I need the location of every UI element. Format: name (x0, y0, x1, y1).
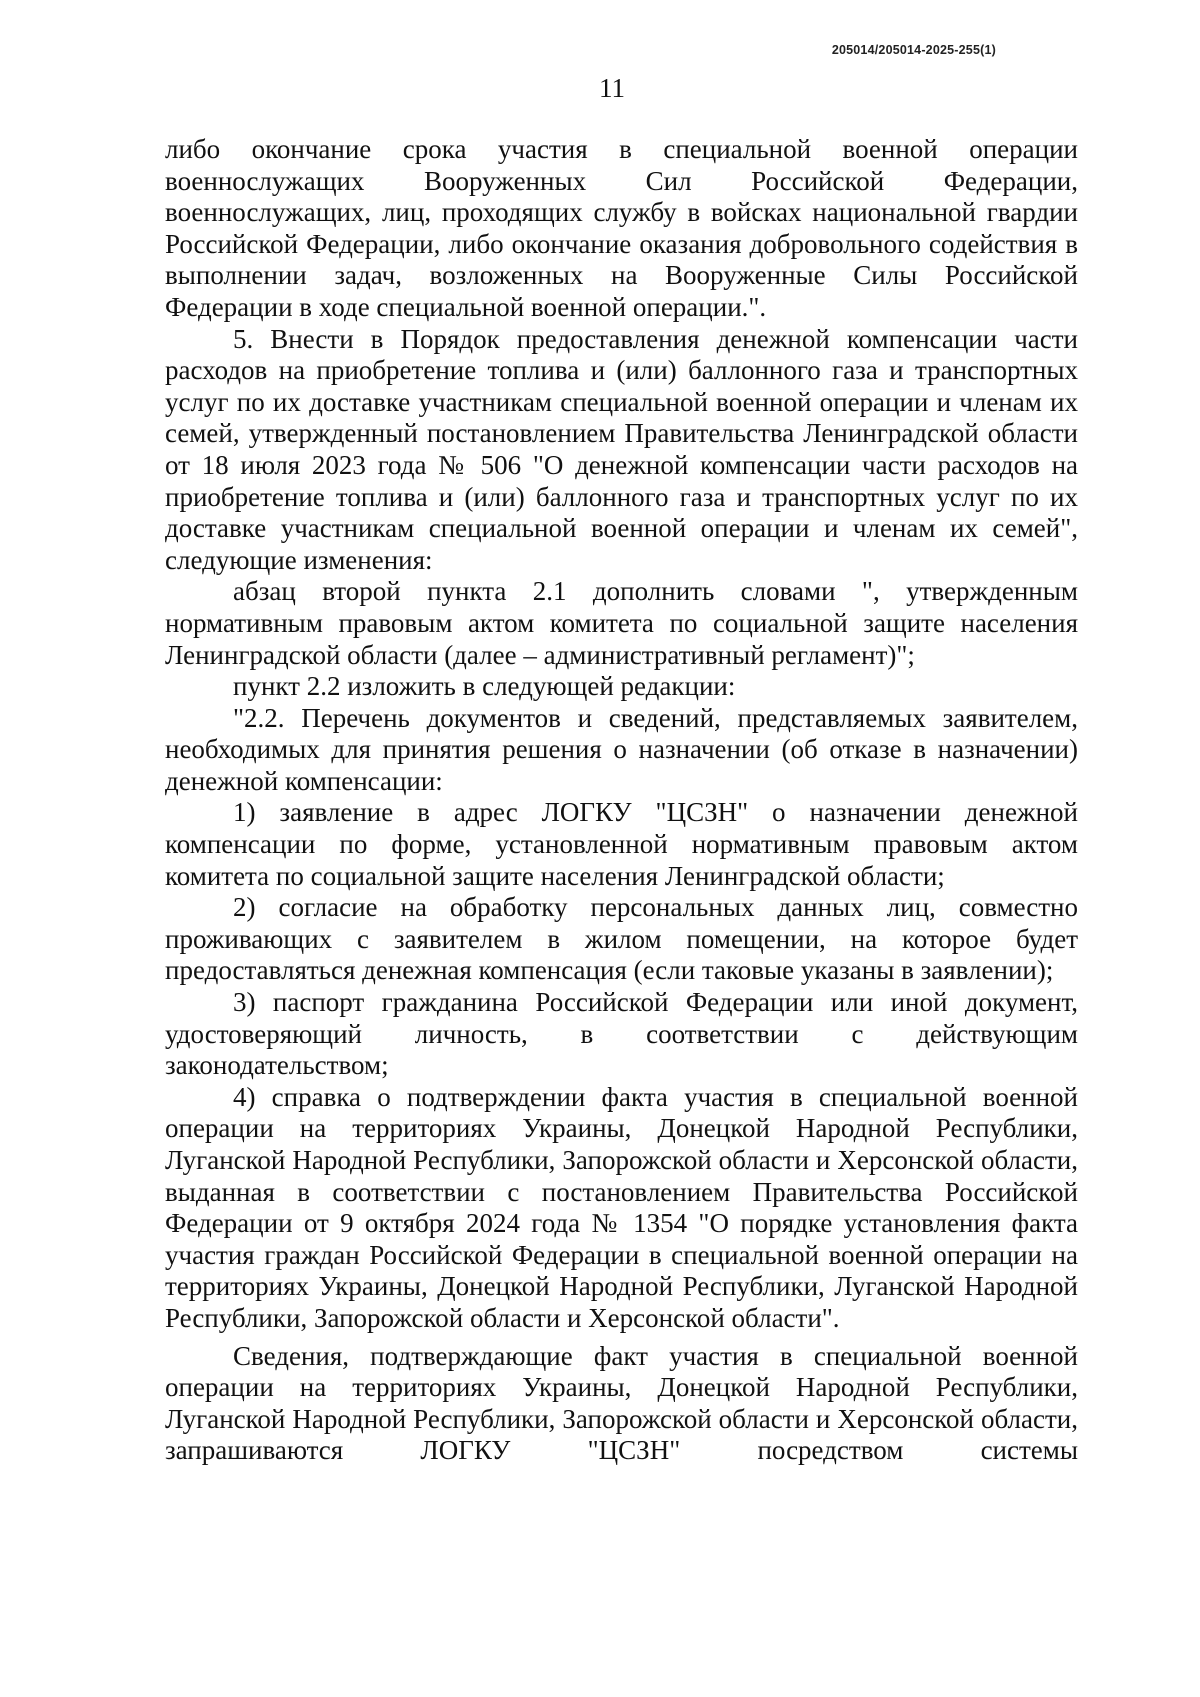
paragraph-2-2-intro: "2.2. Перечень документов и сведений, представляемых заявителем, необходимых для принятия решения о назначении (об отказе в назначении) денежной компенсации: (165, 702, 1078, 796)
list-item-2: 2) согласие на обработку персональных данных лиц, совместно проживающих с заявителем в жилом помещении, на которое будет предоставляться денежная компенсация (если таковые указаны в заявлении); (165, 892, 1078, 986)
page-number: 11 (599, 73, 625, 103)
paragraph-amend-2-1: абзац второй пункта 2.1 дополнить словами ", утвержденным нормативным правовым актом комитета по социальной защите населения Ленинградской области (далее – административный регламент)"; (165, 576, 1078, 670)
list-item-3: 3) паспорт гражданина Российской Федерации или иной документ, удостоверяющий личность, в соответствии с действующим законодательством; (165, 987, 1078, 1081)
document-body (165, 134, 1078, 1467)
paragraph-information-request: Сведения, подтверждающие факт участия в специальной военной операции на территориях Украины, Донецкой Народной Республики, Луганской Народной Республики, Запорожской области и Херсонской области, запрашиваются ЛОГКУ "ЦСЗН" посредством системы (165, 1340, 1078, 1466)
paragraph-item-5: 5. Внести в Порядок предоставления денежной компенсации части расходов на приобретение топлива и (или) баллонного газа и транспортных услуг по их доставке участникам специальной военной операции и членам их семей, утвержденный постановлением Правительства Ленинградской области от 18 июля 2023 года № 506 "О денежной компенсации части расходов на приобретение топлива и (или) баллонного газа и транспортных услуг по их доставке участникам специальной военной операции и членам их семей", следующие изменения: (165, 323, 1078, 575)
document-registration-number: 205014/205014-2025-255(1) (831, 43, 996, 57)
list-item-4: 4) справка о подтверждении факта участия в специальной военной операции на территориях Украины, Донецкой Народной Республики, Луганской Народной Республики, Запорожской области и Херсонской области, выданная в соответствии с постановлением Правительства Российской Федерации от 9 октября 2024 года № 1354 "О порядке установления факта участия граждан Российской Федерации в специальной военной операции на территориях Украины, Донецкой Народной Республики, Луганской Народной Республики, Запорожской области и Херсонской области". (165, 1081, 1078, 1333)
paragraph-amend-2-2: пункт 2.2 изложить в следующей редакции: (233, 671, 736, 702)
paragraph-continuation: либо окончание срока участия в специальной военной операции военнослужащих Вооруженных Сил Российской Федерации, военнослужащих, лиц, проходящих службу в войсках национальной гвардии Российской Федерации, либо окончание оказания добровольного содействия в выполнении задач, возложенных на Вооруженные Силы Российской Федерации в ходе специальной военной операции.". (165, 134, 1078, 322)
list-item-1: 1) заявление в адрес ЛОГКУ "ЦСЗН" о назначении денежной компенсации по форме, установленной нормативным правовым актом комитета по социальной защите населения Ленинградской области; (165, 797, 1078, 891)
